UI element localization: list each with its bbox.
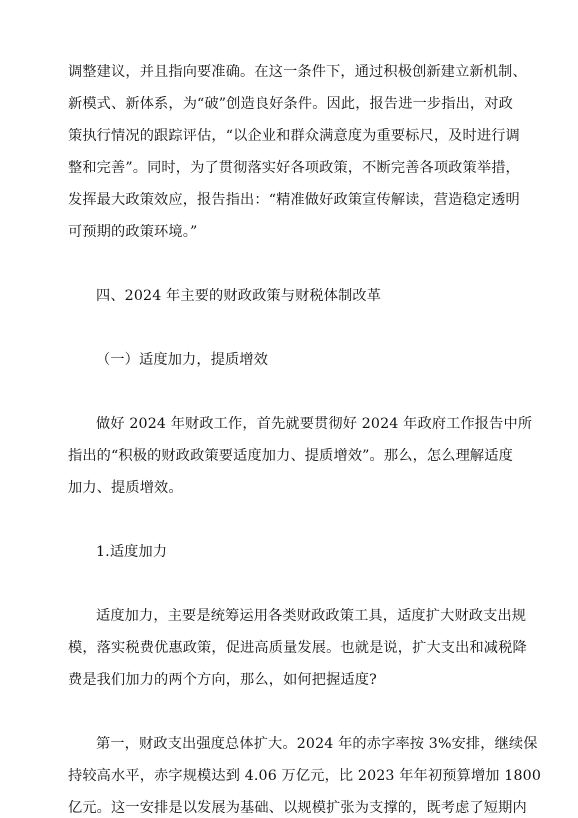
paragraph-line: 发挥最大政策效应，报告指出：“精准做好政策宣传解读，营造稳定透明	[68, 192, 520, 208]
paragraph-line: 整和完善”。同时，为了贯彻落实好各项政策，不断完善各项政策举措，	[68, 160, 520, 176]
subsection-heading: 1.适度加力	[96, 544, 168, 560]
paragraph-line: 第一，财政支出强度总体扩大。2024 年的赤字率按 3%安排，继续保	[96, 736, 538, 752]
paragraph-line: 费是我们加力的两个方向，那么，如何把握适度?	[68, 672, 377, 688]
paragraph-line: 做好 2024 年财政工作，首先就要贯彻好 2024 年政府工作报告中所	[96, 416, 533, 432]
paragraph-line: 可预期的政策环境。”	[68, 224, 198, 240]
paragraph-line: 调整建议，并且指向要准确。在这一条件下，通过积极创新建立新机制、	[68, 64, 527, 80]
paragraph-line: 新模式、新体系，为“破”创造良好条件。因此，报告进一步指出，对政	[68, 96, 513, 112]
subsection-heading: （一）适度加力，提质增效	[96, 352, 269, 368]
section-heading: 四、2024 年主要的财政政策与财税体制改革	[96, 288, 382, 304]
paragraph-line: 适度加力，主要是统筹运用各类财政政策工具，适度扩大财政支出规	[96, 608, 527, 624]
paragraph-line: 亿元。这一安排是以发展为基础、以规模扩张为支撑的，既考虑了短期内	[68, 800, 527, 816]
paragraph-line: 指出的“积极的财政政策要适度加力、提质增效”。那么，怎么理解适度	[68, 448, 513, 464]
paragraph-line: 加力、提质增效。	[68, 480, 183, 496]
paragraph-line: 策执行情况的跟踪评估，“以企业和群众满意度为重要标尺，及时进行调	[68, 128, 520, 144]
paragraph-line: 模，落实税费优惠政策，促进高质量发展。也就是说，扩大支出和减税降	[68, 640, 527, 656]
paragraph-line: 持较高水平，赤字规模达到 4.06 万亿元，比 2023 年年初预算增加 1800	[68, 768, 542, 784]
